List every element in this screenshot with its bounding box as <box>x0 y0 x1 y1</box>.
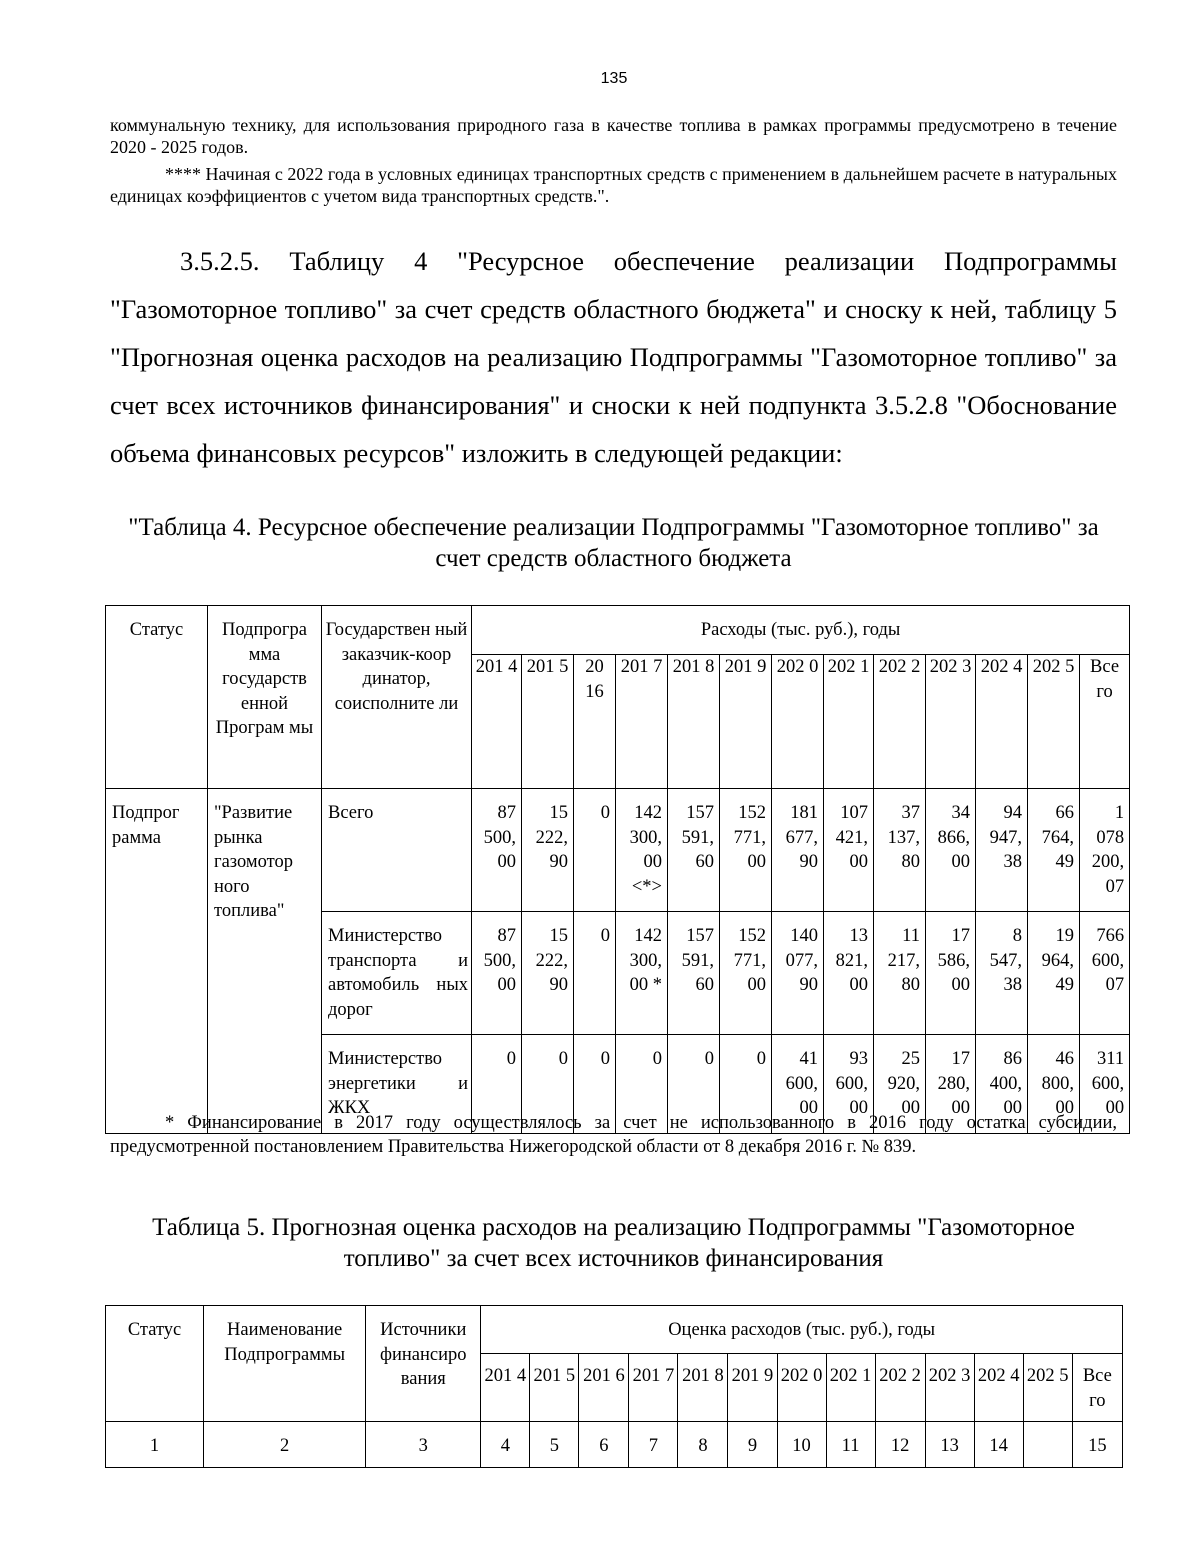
t5-year: 202 0 <box>777 1354 826 1422</box>
table4 <box>105 605 1130 1134</box>
t5-col-number: 4 <box>481 1422 530 1468</box>
t4-year: 202 1 <box>824 655 874 789</box>
t5-col-number: 8 <box>678 1422 728 1468</box>
t5-year: 201 4 <box>481 1354 530 1422</box>
t4-cell: 0 <box>616 1035 668 1134</box>
t4-cell: 87 500, 00 <box>472 789 522 912</box>
t4-cell: 142 300, 00 * <box>616 912 668 1035</box>
t4-header-status: Статус <box>106 606 208 789</box>
t4-year: 202 4 <box>976 655 1028 789</box>
t4-year: 20 16 <box>574 655 616 789</box>
t4-cell: 140 077, 90 <box>772 912 824 1035</box>
t4-cell: 0 <box>574 1035 616 1134</box>
t5-year: 202 1 <box>826 1354 875 1422</box>
t5-year: 201 6 <box>579 1354 629 1422</box>
t5-col-number: 5 <box>530 1422 579 1468</box>
t5-col-number: 2 <box>204 1422 366 1468</box>
t4-cell: 19 964, 49 <box>1028 912 1080 1035</box>
t5-col-number: 1 <box>106 1422 204 1468</box>
t5-col-number: 7 <box>629 1422 678 1468</box>
t5-col-number: 11 <box>826 1422 875 1468</box>
t5-col-number: 15 <box>1072 1422 1122 1468</box>
t4-cell: 34 866, 00 <box>926 789 976 912</box>
t5-year: 201 5 <box>530 1354 579 1422</box>
t5-year: 201 9 <box>728 1354 777 1422</box>
t4-cell: 94 947, 38 <box>976 789 1028 912</box>
t4-cell: 25 920, 00 <box>874 1035 926 1134</box>
t4-cell-total: 311 600, 00 <box>1080 1035 1130 1134</box>
t5-header-expenses: Оценка расходов (тыс. руб.), годы <box>481 1306 1123 1354</box>
t5-col-number: 6 <box>579 1422 629 1468</box>
t4-subprogram-cell: "Развитие рынка газомотор ного топлива" <box>208 789 322 1134</box>
t4-year: 201 8 <box>668 655 720 789</box>
t4-cell: 8 547, 38 <box>976 912 1028 1035</box>
t4-cell: 11 217, 80 <box>874 912 926 1035</box>
table4-note: * Финансирование в 2017 году осуществлялось за счет не использованного в 2016 году остатка субсидии, предусмотренной постановлением Правительства Нижегородской области от 8 декабря 2016 г. № 839. <box>110 1113 1117 1157</box>
t4-year-total: Все го <box>1080 655 1130 789</box>
t4-year: 201 5 <box>522 655 574 789</box>
t4-year: 201 4 <box>472 655 522 789</box>
t5-year: 202 4 <box>974 1354 1023 1422</box>
t5-year: 202 3 <box>925 1354 974 1422</box>
t5-header-sources: Источники финансиро вания <box>366 1306 481 1422</box>
t4-cell-total: 766 600, 07 <box>1080 912 1130 1035</box>
t4-year: 202 5 <box>1028 655 1080 789</box>
t4-cell: 86 400, 00 <box>976 1035 1028 1134</box>
t5-col-number: 3 <box>366 1422 481 1468</box>
t4-row-name: Всего <box>322 789 472 912</box>
t4-header-customer: Государствен ный заказчик-коор динатор, соисполните ли <box>322 606 472 789</box>
t4-status-cell: Подпрог рамма <box>106 789 208 1134</box>
t4-cell: 46 800, 00 <box>1028 1035 1080 1134</box>
t5-col-number <box>1023 1422 1072 1468</box>
t4-year: 201 7 <box>616 655 668 789</box>
t5-col-number: 9 <box>728 1422 777 1468</box>
t4-year: 201 9 <box>720 655 772 789</box>
table4-title: "Таблица 4. Ресурсное обеспечение реализации Подпрограммы "Газомоторное топливо" за счет средств областного бюджета <box>128 514 1099 572</box>
t4-cell: 0 <box>522 1035 574 1134</box>
t5-year: 201 7 <box>629 1354 678 1422</box>
t5-header-name: Наименование Подпрограммы <box>204 1306 366 1422</box>
t4-year: 202 3 <box>926 655 976 789</box>
t5-col-number: 10 <box>777 1422 826 1468</box>
t4-cell: 181 677, 90 <box>772 789 824 912</box>
t5-year: 202 5 <box>1023 1354 1072 1422</box>
t5-header-status: Статус <box>106 1306 204 1422</box>
t4-cell: 157 591, 60 <box>668 789 720 912</box>
main-paragraph: 3.5.2.5. Таблицу 4 "Ресурсное обеспечение реализации Подпрограммы "Газомоторное топливо" за счет средств областного бюджета" и сноску к ней, таблицу 5 "Прогнозная оценка расходов на реализацию Подпрограммы "Газомоторное топливо" за счет всех источников финансирования" и сноски к ней подпункта 3.5.2.8 "Обоснование объема финансовых ресурсов" изложить в следующей редакции: <box>110 246 1117 468</box>
t4-cell: 0 <box>720 1035 772 1134</box>
t4-cell: 15 222, 90 <box>522 789 574 912</box>
t4-cell: 0 <box>574 789 616 912</box>
t5-col-number: 13 <box>925 1422 974 1468</box>
t4-cell: 15 222, 90 <box>522 912 574 1035</box>
t4-cell: 93 600, 00 <box>824 1035 874 1134</box>
t4-cell: 152 771, 00 <box>720 789 772 912</box>
t5-year-total: Все го <box>1072 1354 1122 1422</box>
t4-cell: 142 300, 00 <*> <box>616 789 668 912</box>
t4-row-name: Министерство транспорта и автомобиль ных дорог <box>322 912 472 1035</box>
t4-header-subprogram: Подпрогра мма государств енной Програм мы <box>208 606 322 789</box>
t4-cell: 157 591, 60 <box>668 912 720 1035</box>
t4-cell: 13 821, 00 <box>824 912 874 1035</box>
t5-col-number: 12 <box>875 1422 925 1468</box>
footnote-four-star: **** Начиная с 2022 года в условных единицах транспортных средств с применением в дальнейшем расчете в натуральных единицах коэффициентов с учетом вида транспортных средств.". <box>110 164 1117 206</box>
t4-cell: 87 500, 00 <box>472 912 522 1035</box>
t4-cell: 17 586, 00 <box>926 912 976 1035</box>
table5-title: Таблица 5. Прогнозная оценка расходов на реализацию Подпрограммы "Газомоторное топливо" за счет всех источников финансирования <box>152 1214 1075 1272</box>
t5-col-number: 14 <box>974 1422 1023 1468</box>
t4-cell: 66 764, 49 <box>1028 789 1080 912</box>
footnote-continuation: коммунальную технику, для использования природного газа в качестве топлива в рамках программы предусмотрено в течение 2020 - 2025 годов. <box>110 115 1117 157</box>
t5-year: 201 8 <box>678 1354 728 1422</box>
t4-cell: 41 600, 00 <box>772 1035 824 1134</box>
t5-year: 202 2 <box>875 1354 925 1422</box>
t4-cell: 0 <box>472 1035 522 1134</box>
table5 <box>105 1305 1123 1468</box>
t4-year: 202 2 <box>874 655 926 789</box>
t4-cell: 0 <box>574 912 616 1035</box>
page-number: 135 <box>600 70 628 87</box>
t4-year: 202 0 <box>772 655 824 789</box>
t4-cell: 37 137, 80 <box>874 789 926 912</box>
t4-cell: 0 <box>668 1035 720 1134</box>
t4-cell: 152 771, 00 <box>720 912 772 1035</box>
t4-cell: 17 280, 00 <box>926 1035 976 1134</box>
t4-cell-total: 1 078 200, 07 <box>1080 789 1130 912</box>
t4-header-expenses: Расходы (тыс. руб.), годы <box>472 606 1130 655</box>
t4-row-name: Министерство энергетики и ЖКХ <box>322 1035 472 1134</box>
t4-cell: 107 421, 00 <box>824 789 874 912</box>
